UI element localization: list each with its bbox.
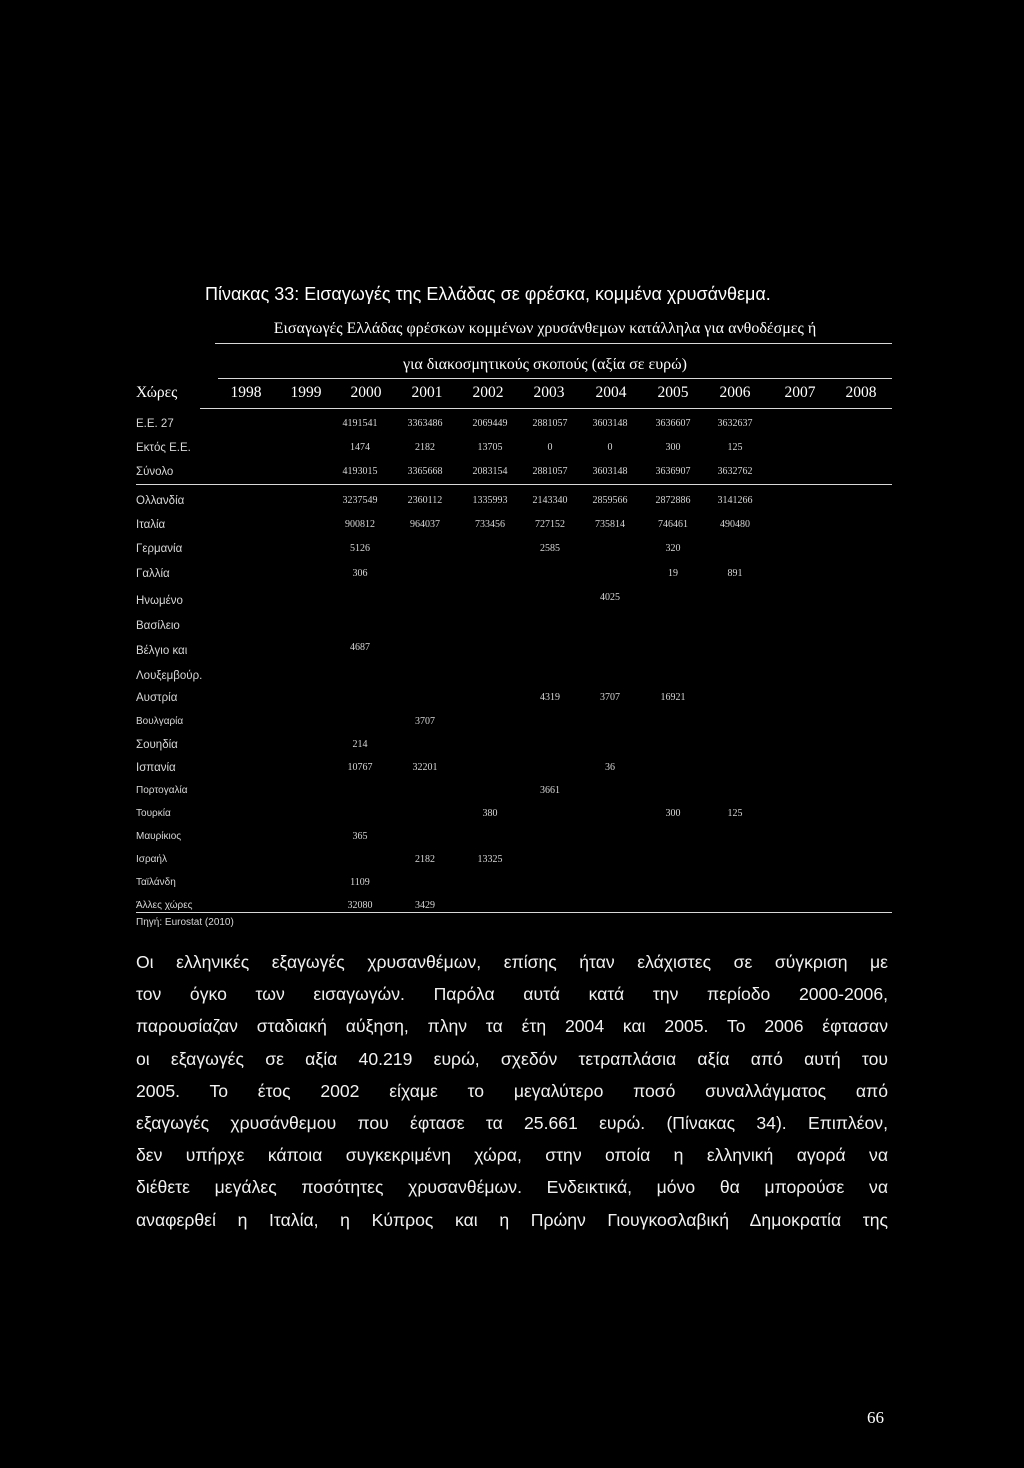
table-caption: Πίνακας 33: Εισαγωγές της Ελλάδας σε φρέσκα, κομμένα χρυσάνθεμα. — [205, 284, 771, 304]
table-cell: 3603148 — [592, 466, 628, 477]
table-source: Πηγή: Eurostat (2010) — [136, 917, 234, 928]
table-cell: 0 — [607, 442, 613, 453]
table-cell: 735814 — [595, 519, 625, 530]
row-label: Σύνολο — [136, 466, 174, 478]
row-label: Αυστρία — [136, 692, 178, 704]
table-title-line-2: για διακοσμητικούς σκοπούς (αξία σε ευρώ) — [403, 356, 687, 373]
row-label: Πορτογαλία — [136, 785, 188, 796]
table-cell: 125 — [727, 808, 743, 819]
column-header-year: 2006 — [719, 384, 751, 401]
table-cell: 3237549 — [342, 495, 378, 506]
row-label: Γαλλία — [136, 568, 170, 580]
table-header-rule — [200, 408, 892, 409]
table-cell: 300 — [665, 442, 681, 453]
table-cell: 2872886 — [655, 495, 691, 506]
paragraph-line: διέθετε μεγάλες ποσότητες χρυσανθέμων. Ενδεικτικά, μόνο θα μπορούσε να — [136, 1177, 888, 1198]
table-cell: 300 — [665, 808, 681, 819]
paragraph-line: 2005. Το έτος 2002 είχαμε το μεγαλύτερο ποσό συναλλάγματος από — [136, 1080, 888, 1101]
row-label: Ταϊλάνδη — [136, 877, 176, 888]
table-cell: 4025 — [600, 592, 620, 603]
table-cell: 2859566 — [592, 495, 628, 506]
table-cell: 2083154 — [472, 466, 508, 477]
table-cell: 3632762 — [717, 466, 753, 477]
table-cell: 3141266 — [717, 495, 753, 506]
table-subtitle-rule — [218, 378, 892, 379]
table-cell: 746461 — [658, 519, 688, 530]
paragraph-line: οι εξαγωγές σε αξία 40.219 ευρώ, σχεδόν τετραπλάσια αξία από αυτή του — [136, 1048, 888, 1069]
table-cell: 3363486 — [407, 418, 443, 429]
table-cell: 2585 — [540, 543, 560, 554]
table-cell: 1474 — [350, 442, 370, 453]
table-cell: 2143340 — [532, 495, 568, 506]
paragraph-line: παρουσίαζαν σταδιακή αύξηση, πλην τα έτη 2004 και 2005. Το 2006 έφτασαν — [136, 1016, 888, 1037]
column-header-year: 1999 — [290, 384, 322, 401]
table-cell: 320 — [665, 543, 681, 554]
column-header-year: 2004 — [595, 384, 627, 401]
table-cell: 2881057 — [532, 418, 568, 429]
table-cell: 891 — [727, 568, 743, 579]
column-header-year: 2001 — [411, 384, 443, 401]
table-cell: 2069449 — [472, 418, 508, 429]
column-header-year: 2000 — [350, 384, 382, 401]
table-cell: 19 — [668, 568, 678, 579]
row-label: Σουηδία — [136, 739, 178, 751]
row-label: Άλλες χώρες — [136, 900, 193, 911]
table-cell: 4193015 — [342, 466, 378, 477]
table-cell: 3632637 — [717, 418, 753, 429]
paragraph-line: Οι ελληνικές εξαγωγές χρυσανθέμων, επίσης ήταν ελάχιστες σε σύγκριση με — [136, 952, 888, 972]
column-header-year: 2008 — [845, 384, 877, 401]
table-cell: 3365668 — [407, 466, 443, 477]
page-number: 66 — [867, 1408, 884, 1427]
table-cell: 3661 — [540, 785, 560, 796]
column-header-countries: Χώρες — [136, 384, 178, 401]
table-cell: 3429 — [415, 900, 435, 911]
table-cell: 13325 — [477, 854, 503, 865]
paragraph-line: δεν υπήρχε κάποια συγκεκριμένη χώρα, στην οποία η ελληνική αγορά να — [136, 1145, 888, 1166]
table-cell: 3707 — [415, 716, 435, 727]
table-cell: 3636607 — [655, 418, 691, 429]
table-cell: 2360112 — [407, 495, 443, 506]
row-label: Ιταλία — [136, 519, 166, 531]
table-cell: 380 — [482, 808, 498, 819]
table-cell: 214 — [352, 739, 368, 750]
row-label: Ισπανία — [136, 762, 176, 774]
table-cell: 2881057 — [532, 466, 568, 477]
body-paragraph — [136, 946, 888, 1236]
row-label: Βέλγιο και — [136, 645, 188, 657]
table-cell: 10767 — [347, 762, 373, 773]
table-cell: 3636907 — [655, 466, 691, 477]
paragraph-line: αναφερθεί η Ιταλία, η Κύπρος και η Πρώην Γιουγκοσλαβική Δημοκρατία της — [136, 1209, 888, 1230]
table-cell: 4191541 — [342, 418, 378, 429]
table-top-rule — [215, 343, 892, 344]
paragraph-line: τον όγκο των εισαγωγών. Παρόλα αυτά κατά την περίοδο 2000-2006, — [136, 984, 888, 1005]
table-cell: 964037 — [410, 519, 440, 530]
table-cell: 1109 — [350, 877, 370, 888]
table-cell: 900812 — [345, 519, 375, 530]
row-label: Ηνωμένο — [136, 595, 183, 607]
table-cell: 4687 — [350, 642, 370, 653]
row-label: Εκτός Ε.Ε. — [136, 442, 191, 454]
table-bottom-rule — [136, 912, 892, 913]
row-label: Μαυρίκιος — [136, 831, 182, 842]
table-cell: 32201 — [412, 762, 438, 773]
column-header-year: 1998 — [230, 384, 262, 401]
row-label: Ολλανδία — [136, 495, 185, 507]
table-cell: 32080 — [347, 900, 373, 911]
table-cell: 1335993 — [472, 495, 508, 506]
table-cell: 36 — [605, 762, 615, 773]
table-cell: 0 — [547, 442, 553, 453]
row-label: Ε.Ε. 27 — [136, 418, 174, 430]
table-cell: 125 — [727, 442, 743, 453]
table-title-line-1: Εισαγωγές Ελλάδας φρέσκων κομμένων χρυσάνθεμων κατάλληλα για ανθοδέσμες ή — [273, 320, 817, 337]
row-label: Λουξεμβούρ. — [136, 670, 203, 682]
table-cell: 13705 — [477, 442, 503, 453]
row-label: Βουλγαρία — [136, 716, 184, 727]
table-cell: 3603148 — [592, 418, 628, 429]
row-label: Γερμανία — [136, 543, 183, 555]
column-header-year: 2003 — [533, 384, 565, 401]
table-cell: 727152 — [535, 519, 565, 530]
table-cell: 4319 — [540, 692, 560, 703]
table-cell: 16921 — [660, 692, 686, 703]
table-cell: 5126 — [350, 543, 370, 554]
table-cell: 733456 — [475, 519, 505, 530]
table-group-rule — [136, 484, 892, 485]
row-label: Βασίλειο — [136, 620, 180, 632]
column-header-year: 2002 — [472, 384, 504, 401]
row-label: Τουρκία — [136, 808, 171, 819]
table-cell: 3707 — [600, 692, 620, 703]
column-header-year: 2007 — [784, 384, 816, 401]
table-cell: 365 — [352, 831, 368, 842]
row-label: Ισραήλ — [136, 854, 167, 865]
table-cell: 2182 — [415, 442, 435, 453]
paragraph-line: εξαγωγές χρυσάνθεμου που έφτασε τα 25.661 ευρώ. (Πίνακας 34). Επιπλέον, — [136, 1113, 888, 1134]
table-cell: 306 — [352, 568, 368, 579]
table-cell: 2182 — [415, 854, 435, 865]
table-cell: 490480 — [720, 519, 750, 530]
column-header-year: 2005 — [657, 384, 689, 401]
